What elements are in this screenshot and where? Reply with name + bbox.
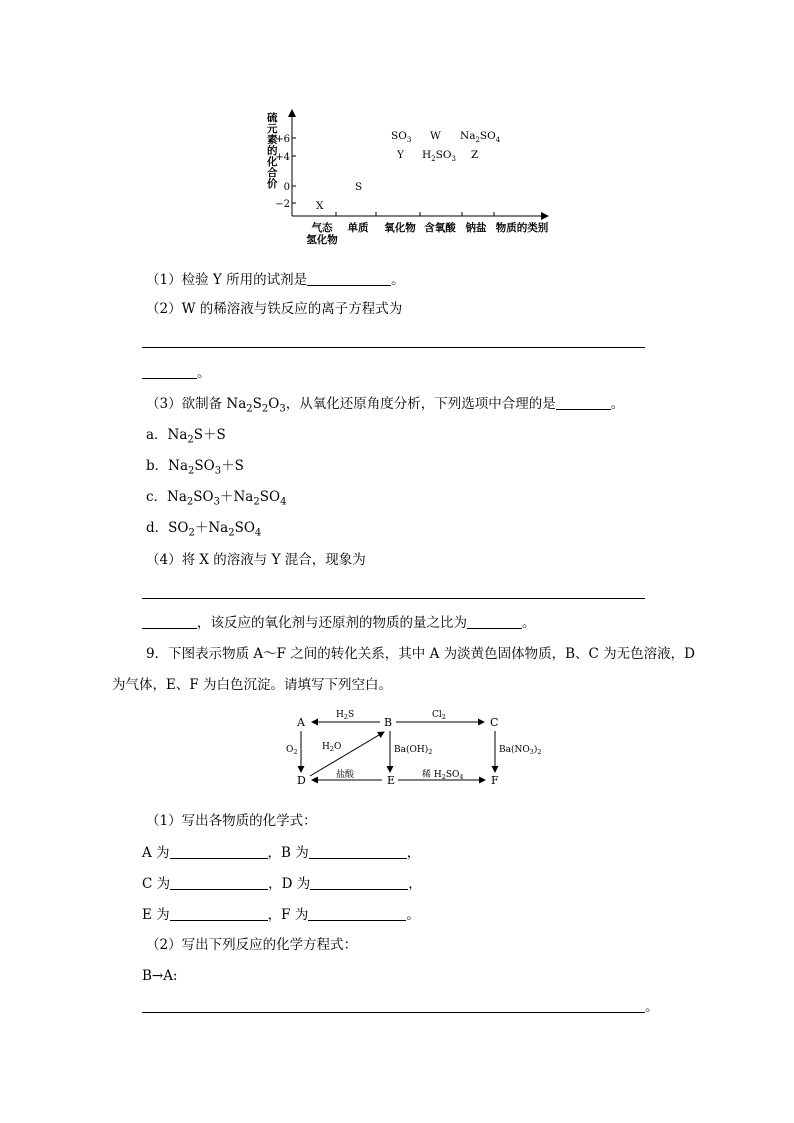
q8-part4-end: ，该反应的氧化剂与还原剂的物质的量之比为 。 [142, 616, 536, 631]
y-tick-label: 0 [283, 182, 290, 193]
answer-line[interactable] [142, 347, 645, 348]
svg-text:价: 价 [267, 178, 278, 190]
point-h2so3: $H_2SO_3$ [422, 149, 456, 163]
answer-blank[interactable] [556, 397, 611, 410]
valence-chart [0, 0, 794, 260]
answer-blank[interactable] [170, 908, 268, 921]
q9-part1: （1）写出各物质的化学式： [146, 813, 317, 829]
svg-text:元: 元 [267, 123, 278, 135]
q9-row-ef: E 为 ，F 为 。 [142, 907, 420, 923]
y-tick-label: +6 [275, 134, 290, 145]
q8-part1: （1）检验 Y 所用的试剂是 。 [146, 272, 405, 288]
q9-row-ab: A 为 ，B 为 ， [142, 845, 421, 861]
q9-b-to-a-end: 。 [645, 999, 659, 1015]
q8-part2: （2）W 的稀溶液与铁反应的离子方程式为 [146, 301, 403, 317]
answer-blank[interactable] [308, 908, 406, 921]
svg-text:合: 合 [267, 167, 278, 179]
point-y: Y [397, 149, 404, 161]
conversion-diagram [270, 700, 540, 792]
svg-text:化: 化 [267, 156, 278, 168]
point-s: S [355, 181, 363, 193]
node-c: C [490, 716, 499, 729]
x-tick-label: 气态 [311, 222, 333, 234]
option-a: a．$Na_2S+S$ [146, 427, 226, 446]
y-tick-label: −2 [275, 199, 290, 210]
answer-line[interactable] [142, 1012, 645, 1013]
point-x: X [316, 200, 324, 212]
label-h2s: $H_2S$ [336, 710, 355, 721]
label-bano32: $Ba(NO_3)_2$ [499, 745, 542, 756]
point-w: W [430, 130, 441, 142]
x-tick-label: 氢化物 [306, 234, 338, 246]
answer-blank[interactable] [467, 616, 522, 629]
label-cl2: $Cl_2$ [432, 710, 446, 721]
q8-part3: （3）欲制备 $Na_2S_2O_3$，从氧化还原角度分析，下列选项中合理的是 。 [146, 396, 625, 415]
answer-blank[interactable] [310, 877, 408, 890]
q8-part4: （4）将 X 的溶液与 Y 混合，现象为 [146, 552, 366, 568]
answer-blank[interactable] [309, 846, 407, 859]
x-tick-label: 单质 [347, 222, 369, 234]
label-hcl: 盐酸 [336, 770, 355, 780]
q9-b-to-a: B→A: [142, 968, 178, 984]
node-b: B [384, 716, 393, 729]
q9-stem-line2: 为气体，E、F 为白色沉淀。请填写下列空白。 [112, 677, 393, 693]
q8-part2-end: 。 [142, 366, 211, 381]
option-d: d．$SO_2+Na_2SO_4$ [146, 520, 262, 539]
point-na2so4: $Na_2SO_4$ [460, 130, 501, 144]
answer-blank[interactable] [307, 273, 391, 286]
point-z: Z [471, 149, 479, 161]
answer-line[interactable] [142, 598, 645, 599]
option-c: c．$Na_2SO_3+Na_2SO_4$ [146, 489, 287, 508]
y-axis-label [266, 111, 278, 190]
node-a: A [297, 716, 305, 729]
label-h2so4: 稀 $H_2SO_4$ [422, 770, 464, 781]
node-f: F [491, 774, 499, 787]
q9-stem-line1: 9．下图表示物质 A～F 之间的转化关系，其中 A 为淡黄色固体物质，B、C 为无色溶液，D [146, 646, 695, 662]
answer-blank[interactable] [170, 846, 268, 859]
label-o2: $O_2$ [286, 745, 298, 756]
svg-text:素: 素 [267, 134, 278, 146]
option-b: b．$Na_2SO_3+S$ [146, 458, 244, 477]
svg-text:的: 的 [267, 145, 278, 157]
x-tick-label: 含氧酸 [424, 222, 456, 234]
q9-part2: （2）写出下列反应的化学方程式： [146, 937, 358, 953]
node-d: D [297, 774, 306, 787]
node-e: E [387, 774, 396, 787]
point-so3: $SO_3$ [391, 130, 412, 144]
answer-blank[interactable] [142, 366, 197, 379]
label-h2o: $H_2O$ [322, 742, 342, 753]
y-tick-label: +4 [275, 152, 290, 163]
x-tick-label: 钠盐 [465, 222, 487, 234]
answer-blank[interactable] [142, 616, 197, 629]
x-tick-label: 物质的类别 [495, 222, 549, 234]
svg-text:硫: 硫 [267, 112, 278, 124]
answer-blank[interactable] [170, 877, 268, 890]
label-baoh2: $Ba(OH)_2$ [394, 745, 433, 756]
x-tick-label: 氧化物 [384, 222, 416, 234]
q9-row-cd: C 为 ，D 为 ， [142, 876, 422, 892]
